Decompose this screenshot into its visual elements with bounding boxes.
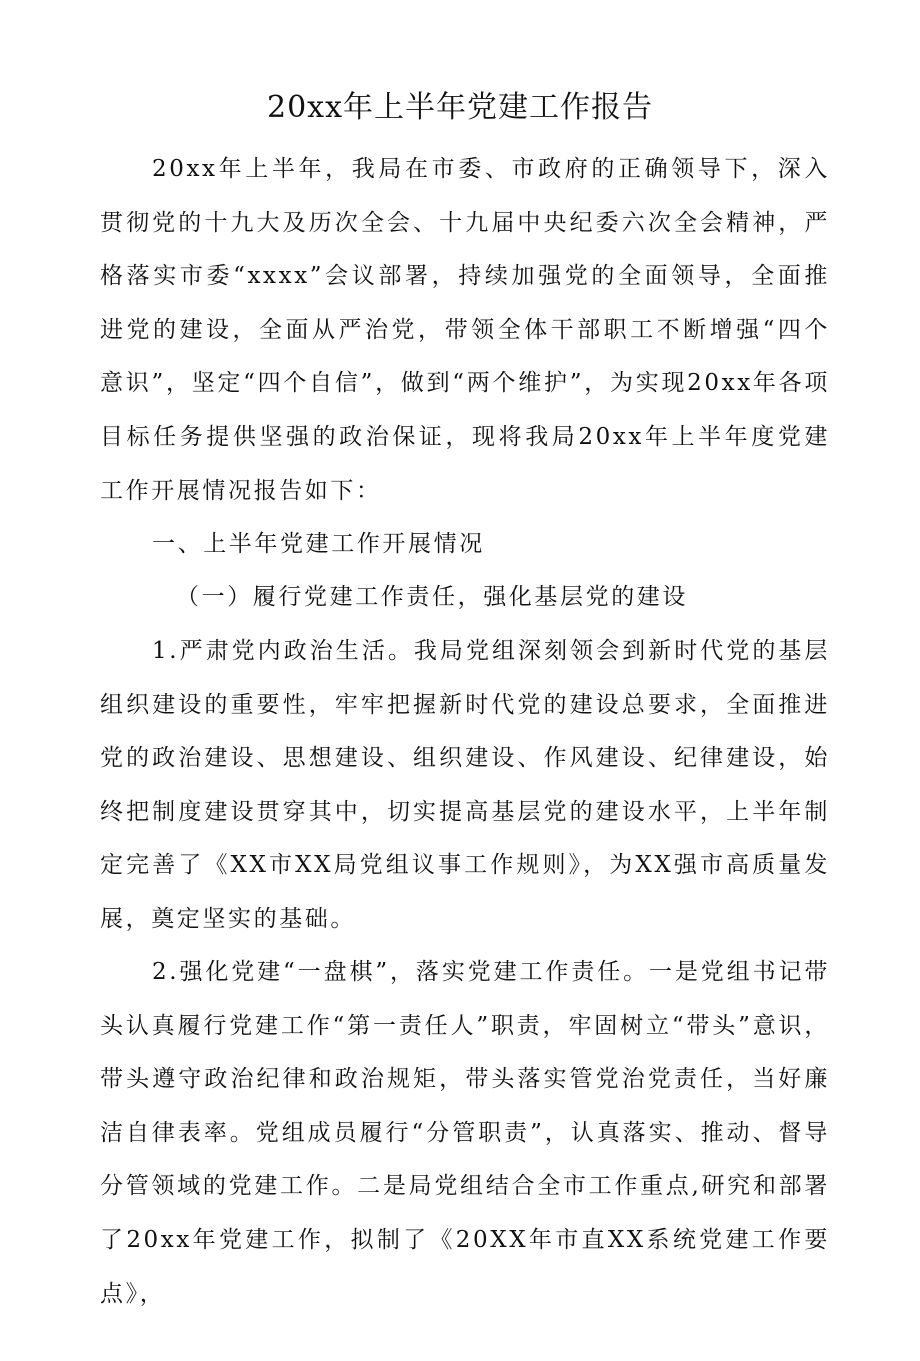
subsection-heading: （一）履行党建工作责任，强化基层党的建设 [176, 584, 688, 610]
intro-paragraph: 20xx年上半年，我局在市委、市政府的正确领导下，深入贯彻党的十九大及历次全会、十九届中央纪委六次全会精神，严格落实市委“xxxx”会议部署，持续加强党的全面领导，全面推进党的建设，全面从严治党，带领全体干部职工不断增强“四个意识”，坚定“四个自信”，做到“两个维护”，为实现20xx年各项目标任务提供坚强的政治保证，现将我局20xx年上半年度党建工作开展情况报告如下： [100, 156, 830, 504]
item-paragraph-2: 2.强化党建“一盘棋”，落实党建工作责任。一是党组书记带头认真履行党建工作“第一责任人”职责，牢固树立“带头”意识，带头遵守政治纪律和政治规矩，带头落实管党治党责任，当好廉洁自律表率。党组成员履行“分管职责”，认真落实、推动、督导分管领域的党建工作。二是局党组结合全市工作重点,研究和部署了20xx年党建工作，拟制了《20XX年市直XX系统党建工作要点》， [100, 959, 830, 1307]
item-paragraph-1: 1.严肃党内政治生活。我局党组深刻领会到新时代党的基层组织建设的重要性，牢牢把握新时代党的建设总要求，全面推进党的政治建设、思想建设、组织建设、作风建设、纪律建设，始终把制度建设贯穿其中，切实提高基层党的建设水平，上半年制定完善了《XX市XX局党组议事工作规则》，为XX强市高质量发展，奠定坚实的基础。 [100, 638, 830, 932]
document-title: 20xx年上半年党建工作报告 [266, 90, 653, 125]
section-heading: 一、上半年党建工作开展情况 [152, 531, 485, 557]
